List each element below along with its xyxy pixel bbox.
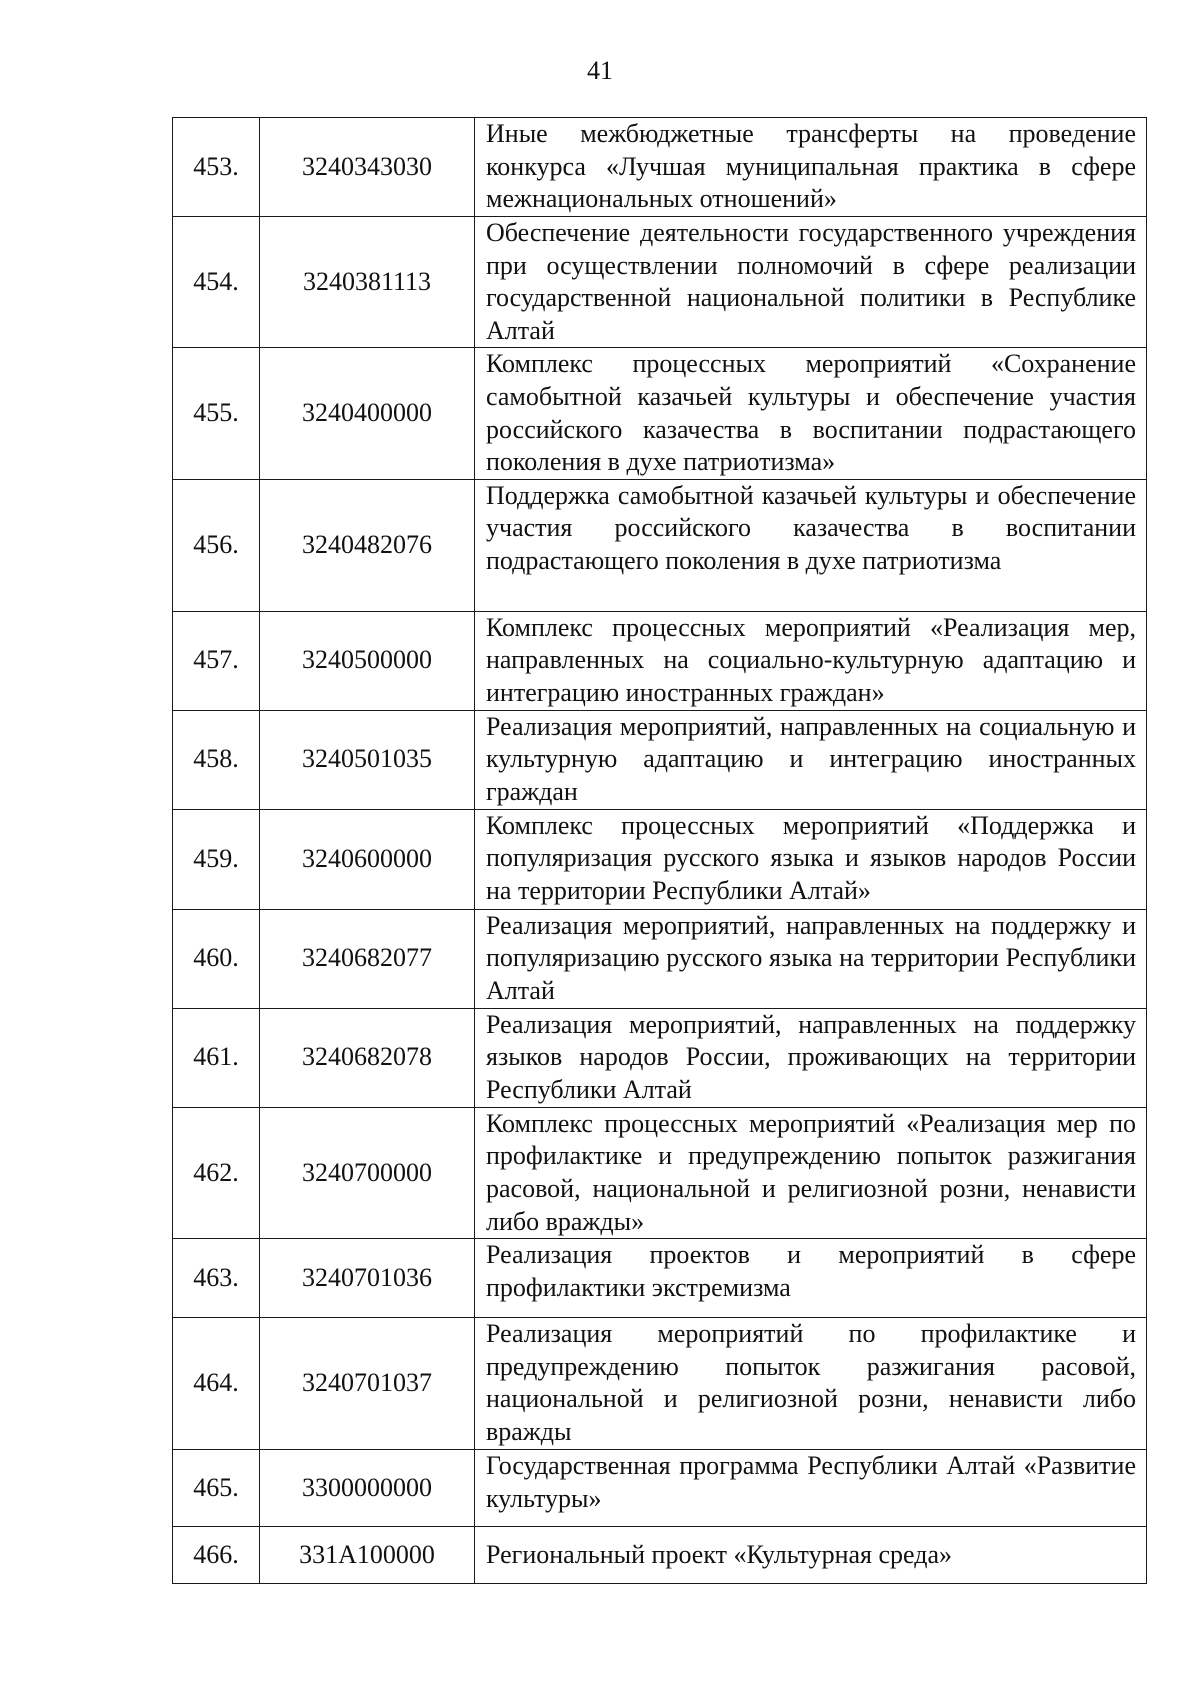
- row-code: 3240700000: [260, 1107, 475, 1238]
- row-number: 459.: [173, 809, 260, 909]
- row-number: 460.: [173, 909, 260, 1008]
- table-row: [173, 1450, 1147, 1527]
- row-description: Комплекс процессных мероприятий «Реализация мер, направленных на социально-культурную адаптацию и интеграцию иностранных граждан»: [475, 611, 1147, 710]
- table-row: [173, 1008, 1147, 1107]
- page-number: 41: [587, 56, 613, 85]
- row-code: 331А100000: [260, 1527, 475, 1584]
- table-row: [173, 217, 1147, 348]
- table-row: [173, 909, 1147, 1008]
- row-number: 463.: [173, 1239, 260, 1318]
- row-code: 3240701036: [260, 1239, 475, 1318]
- row-description: Комплекс процессных мероприятий «Реализация мер по профилактике и предупреждению попыток разжигания расовой, национальной и религиозной розни, ненависти либо вражды»: [475, 1107, 1147, 1238]
- row-description: Комплекс процессных мероприятий «Сохранение самобытной казачьей культуры и обеспечение участия российского казачества в воспитании подрастающего поколения в духе патриотизма»: [475, 348, 1147, 479]
- table-row: [173, 1318, 1147, 1450]
- row-description: Реализация мероприятий по профилактике и предупреждению попыток разжигания расовой, национальной и религиозной розни, ненависти либо вражды: [475, 1318, 1147, 1450]
- code-table: [172, 117, 1147, 1584]
- table-row: [173, 611, 1147, 710]
- row-number: 454.: [173, 217, 260, 348]
- row-number: 461.: [173, 1008, 260, 1107]
- table-row: [173, 348, 1147, 479]
- row-number: 457.: [173, 611, 260, 710]
- row-description: Поддержка самобытной казачьей культуры и обеспечение участия российского казачества в воспитании подрастающего поколения в духе патриотизма: [475, 479, 1147, 611]
- row-number: 466.: [173, 1527, 260, 1584]
- table-row: [173, 710, 1147, 809]
- row-description: Региональный проект «Культурная среда»: [475, 1527, 1147, 1584]
- row-code: 3240343030: [260, 118, 475, 217]
- row-code: 3240701037: [260, 1318, 475, 1450]
- row-number: 464.: [173, 1318, 260, 1450]
- row-number: 453.: [173, 118, 260, 217]
- row-description: Комплекс процессных мероприятий «Поддержка и популяризация русского языка и языков народов России на территории Республики Алтай»: [475, 809, 1147, 909]
- table-row: [173, 809, 1147, 909]
- row-description: Реализация мероприятий, направленных на поддержку языков народов России, проживающих на территории Республики Алтай: [475, 1008, 1147, 1107]
- row-description: Реализация проектов и мероприятий в сфере профилактики экстремизма: [475, 1239, 1147, 1318]
- table-row: [173, 1107, 1147, 1238]
- row-code: 3240682077: [260, 909, 475, 1008]
- row-number: 455.: [173, 348, 260, 479]
- row-description: Реализация мероприятий, направленных на социальную и культурную адаптацию и интеграцию иностранных граждан: [475, 710, 1147, 809]
- row-code: 3240600000: [260, 809, 475, 909]
- row-number: 465.: [173, 1450, 260, 1527]
- row-code: 3240682078: [260, 1008, 475, 1107]
- row-number: 462.: [173, 1107, 260, 1238]
- row-description: Реализация мероприятий, направленных на поддержку и популяризацию русского языка на территории Республики Алтай: [475, 909, 1147, 1008]
- row-description: Обеспечение деятельности государственного учреждения при осуществлении полномочий в сфере реализации государственной национальной политики в Республике Алтай: [475, 217, 1147, 348]
- table-row: [173, 118, 1147, 217]
- row-number: 458.: [173, 710, 260, 809]
- table-row: [173, 1239, 1147, 1318]
- row-number: 456.: [173, 479, 260, 611]
- table-row: [173, 1527, 1147, 1584]
- row-description: Иные межбюджетные трансферты на проведение конкурса «Лучшая муниципальная практика в сфере межнациональных отношений»: [475, 118, 1147, 217]
- row-code: 3240501035: [260, 710, 475, 809]
- row-description: Государственная программа Республики Алтай «Развитие культуры»: [475, 1450, 1147, 1527]
- row-code: 3240482076: [260, 479, 475, 611]
- row-code: 3240500000: [260, 611, 475, 710]
- row-code: 3240381113: [260, 217, 475, 348]
- table-row: [173, 479, 1147, 611]
- row-code: 3300000000: [260, 1450, 475, 1527]
- row-code: 3240400000: [260, 348, 475, 479]
